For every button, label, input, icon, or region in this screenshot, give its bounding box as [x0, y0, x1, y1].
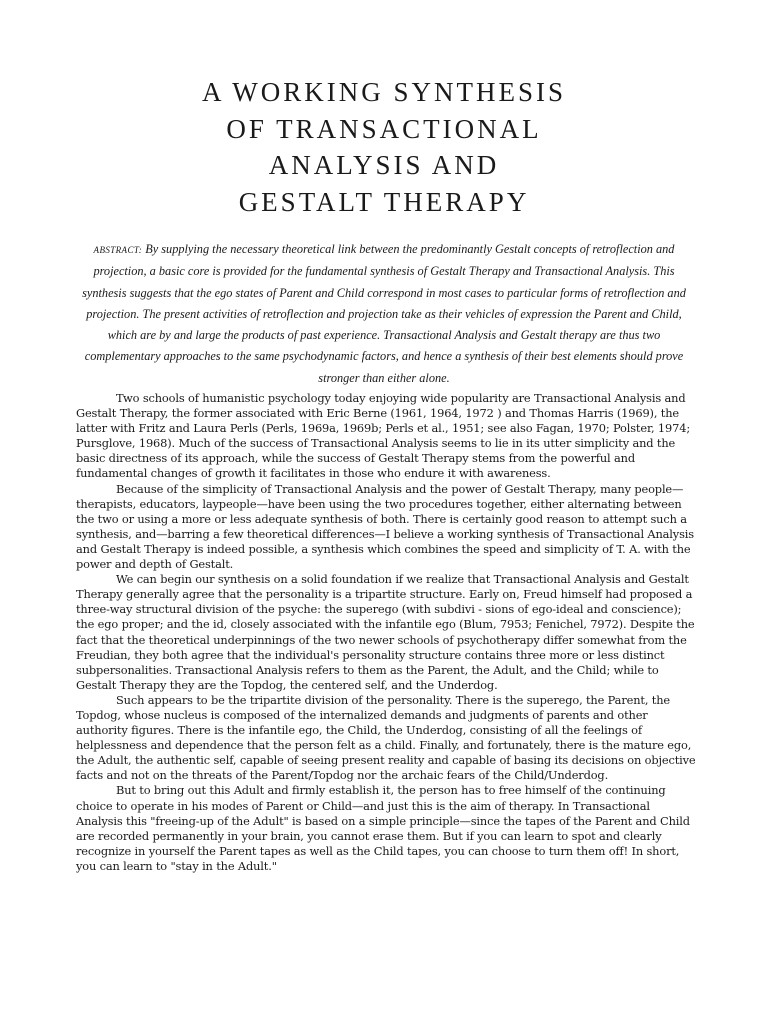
- body-text: [76, 391, 696, 874]
- paragraph-3: We can begin our synthesis on a solid foundation if we realize that Transactional Analysis and Gestalt Therapy generally agree that the personality is a tripartite structure. Early on, Freud himself had proposed a three-way structural division of the psyche: the superego (with subdivi - sions of ego-ideal and conscience); the ego proper; and the id, closely associated with the infantile ego (Blum, 7953; Fenichel, 7972). Despite the fact that the theoretical underpinnings of the two newer schools of psychotherapy differ somewhat from the Freudian, they both agree that the individual's personality structure contains three more or less distinct subpersonalities. Transactional Analysis refers to them as the Parent, the Adult, and the Child; while to Gestalt Therapy they are the Topdog, the centered self, and the Underdog.: [76, 572, 695, 692]
- title-line-4: GESTALT THERAPY: [238, 186, 530, 217]
- paper-title: [0, 74, 768, 220]
- paragraph-1: Two schools of humanistic psychology today enjoying wide popularity are Transactional Analysis and Gestalt Therapy, the former associated with Eric Berne (1961, 1964, 1972 ) and Thomas Harris (1969), the latter with Fritz and Laura Perls (Perls, 1969a, 1969b; Perls et al., 1951; see also Fagan, 1970; Polster, 1974; Pursglove, 1968). Much of the success of Transactional Analysis seems to lie in its utter simplicity and the basic directness of its approach, while the success of Gestalt Therapy stems from the powerful and fundamental changes of growth it facilitates in those who endure it with awareness.: [76, 391, 691, 481]
- title-line-3: ANALYSIS AND: [268, 150, 500, 180]
- abstract-text: By supplying the necessary theoretical link between the predominantly Gestalt concepts of retroflection and projection, a basic core is provided for the fundamental synthesis of Gestalt Therapy and Transactional Analysis. This synthesis suggests that the ego states of Parent and Child correspond in most cases to particular forms of retroflection and projection. The present activities of retroflection and projection take as their vehicles of expression the Parent and Child, which are by and large the products of past experience. Transactional Analysis and Gestalt therapy are thus two complementary approaches to the same psychodynamic factors, and hence a synthesis of their best elements should prove stronger than either alone.: [82, 242, 686, 385]
- paragraph-5: But to bring out this Adult and firmly establish it, the person has to free himself of the continuing choice to operate in his modes of Parent or Child—and just this is the aim of therapy. In Transactional Analysis this "freeing-up of the Adult" is based on a simple principle—since the tapes of the Parent and Child are recorded permanently in your brain, you cannot erase them. But if you can learn to spot and clearly recognize in yourself the Parent tapes as well as the Child tapes, you can choose to turn them off! In short, you can learn to "stay in the Adult.": [76, 783, 690, 873]
- abstract-label: ABSTRACT:: [93, 245, 143, 255]
- title-line-2: OF TRANSACTIONAL: [226, 113, 542, 144]
- paragraph-2: Because of the simplicity of Transactional Analysis and the power of Gestalt Therapy, many people—therapists, educators, laypeople—have been using the two procedures together, either alternating between the two or using a more or less adequate synthesis of both. There is certainly good reason to attempt such a synthesis, and—barring a few theoretical differences—I believe a working synthesis of Transactional Analysis and Gestalt Therapy is indeed possible, a synthesis which combines the speed and simplicity of T. A. with the power and depth of Gestalt.: [76, 481, 694, 572]
- abstract: [76, 239, 692, 389]
- title-line-1: A WORKING SYNTHESIS: [201, 77, 567, 107]
- paragraph-4: Such appears to be the tripartite division of the personality. There is the superego, the Parent, the Topdog, whose nucleus is composed of the internalized demands and judgments of parents and other authority figures. There is the infantile ego, the Child, the Underdog, consisting of all the feelings of helplessness and dependence that the person felt as a child. Finally, and fortunately, there is the mature ego, the Adult, the authentic self, capable of seeing present reality and capable of basing its decisions on objective facts and not on the threats of the Parent/Topdog nor the archaic fears of the Child/Underdog.: [76, 692, 696, 783]
